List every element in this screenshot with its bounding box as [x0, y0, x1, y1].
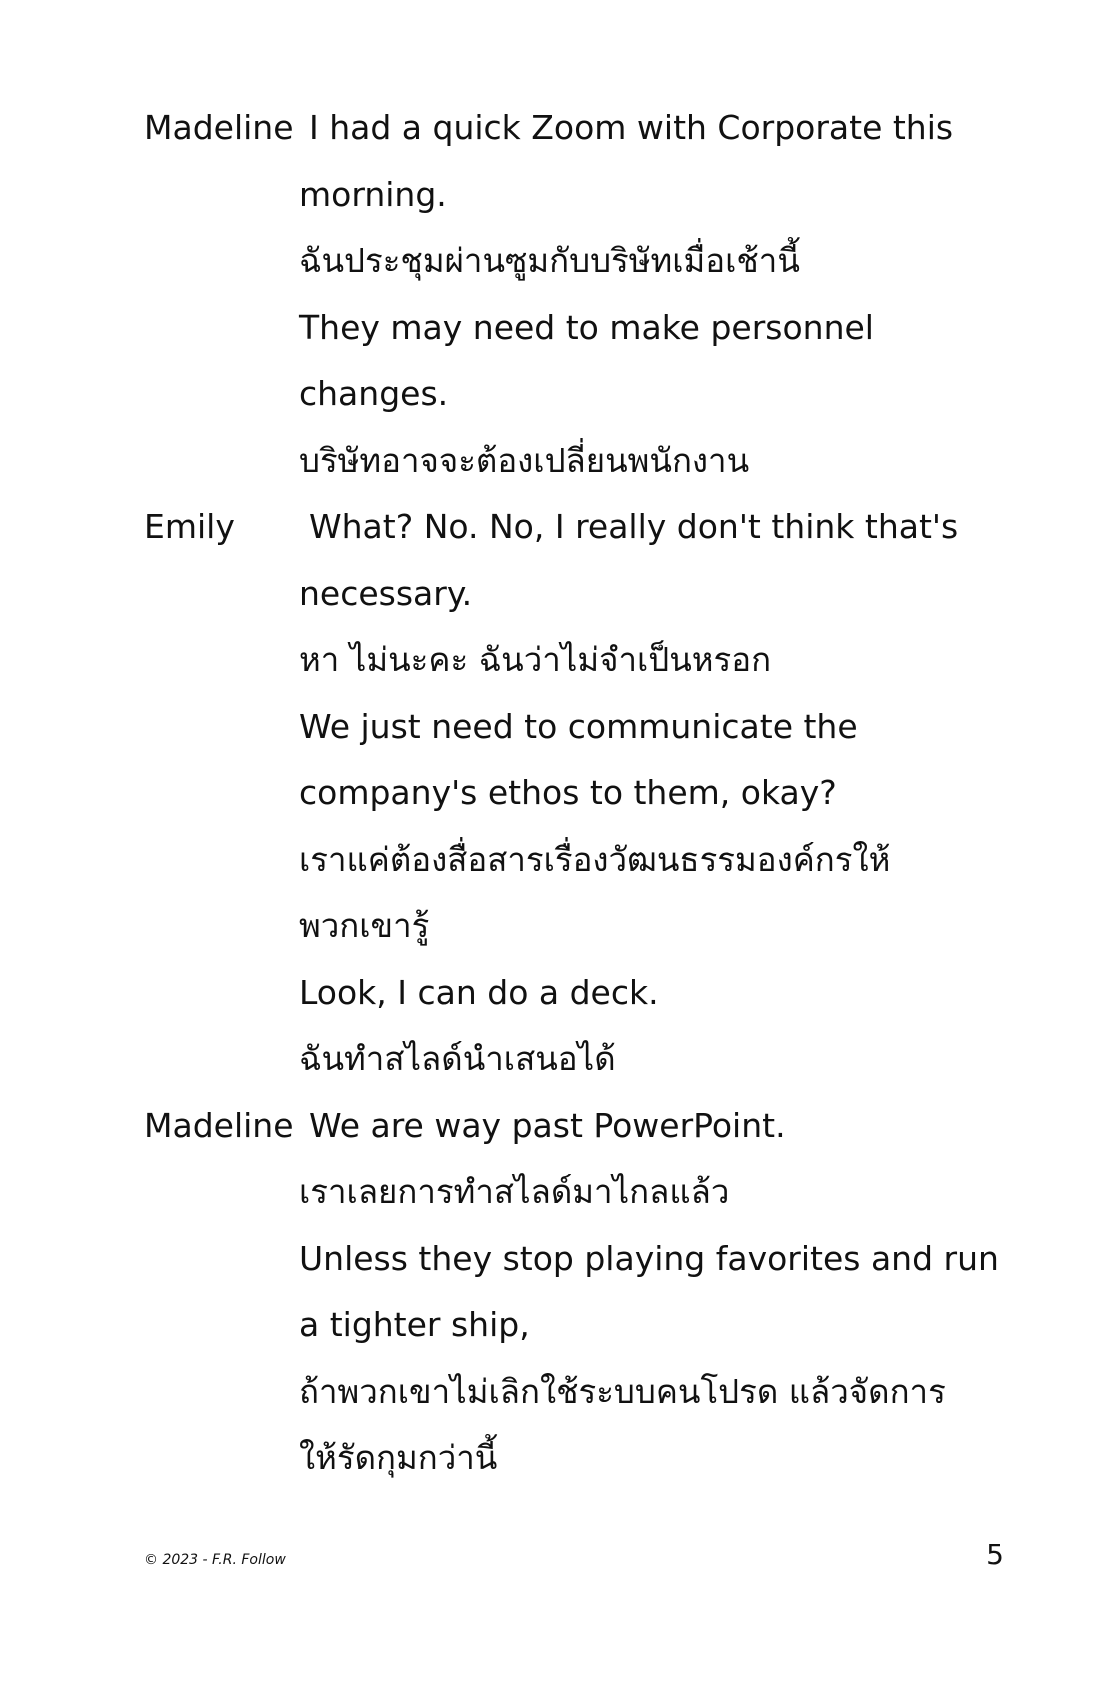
dialogue-line: บริษัทอาจจะต้องเปลี่ยนพนักงาน: [299, 440, 750, 480]
dialogue-line: We just need to communicate the: [299, 706, 858, 746]
page-number: 5: [986, 1538, 1004, 1571]
speaker-name: Emily: [144, 507, 235, 546]
dialogue-line: ฉันประชุมผ่านซูมกับบริษัทเมื่อเช้านี้: [299, 241, 800, 280]
dialogue-block: [144, 1093, 1004, 1492]
dialogue-lines: [299, 95, 1004, 494]
dialogue-line: What? No. No, I really don't think that's: [309, 507, 959, 546]
dialogue-line: a tighter ship,: [299, 1305, 530, 1344]
dialogue-line: ฉันทำสไลด์นำเสนอได้: [299, 1039, 616, 1078]
dialogue-line: Look, I can do a deck.: [299, 972, 659, 1012]
dialogue-line: I had a quick Zoom with Corporate this: [309, 108, 954, 147]
dialogue-line: We are way past PowerPoint.: [309, 1105, 786, 1145]
dialogue-line: เราแค่ต้องสื่อสารเรื่องวัฒนธรรมองค์กรให้: [299, 839, 891, 879]
dialogue-line: เราเลยการทำสไลด์มาไกลแล้ว: [299, 1172, 730, 1211]
dialogue-block: [144, 95, 1004, 494]
dialogue-block: [144, 494, 1004, 1093]
dialogue-script: [144, 95, 1004, 1492]
dialogue-line: They may need to make personnel: [299, 307, 874, 347]
dialogue-line: ถ้าพวกเขาไม่เลิกใช้ระบบคนโปรด แล้วจัดการ: [299, 1371, 946, 1411]
dialogue-line: necessary.: [299, 573, 473, 613]
dialogue-line: พวกเขารู้: [299, 906, 430, 945]
dialogue-line: Unless they stop playing favorites and run: [299, 1238, 999, 1278]
dialogue-line: company's ethos to them, okay?: [299, 773, 837, 812]
dialogue-lines: [299, 494, 1004, 1093]
dialogue-line: ให้รัดกุมกว่านี้: [299, 1438, 498, 1477]
copyright-notice: © 2023 - F.R. Follow: [144, 1552, 286, 1568]
dialogue-line: หา ไม่นะคะ ฉันว่าไม่จำเป็นหรอก: [299, 640, 772, 679]
speaker-name: Madeline: [144, 1105, 294, 1145]
dialogue-line: changes.: [299, 374, 449, 413]
dialogue-lines: [299, 1093, 1004, 1492]
speaker-name: Madeline: [144, 108, 294, 147]
dialogue-line: morning.: [299, 174, 447, 214]
